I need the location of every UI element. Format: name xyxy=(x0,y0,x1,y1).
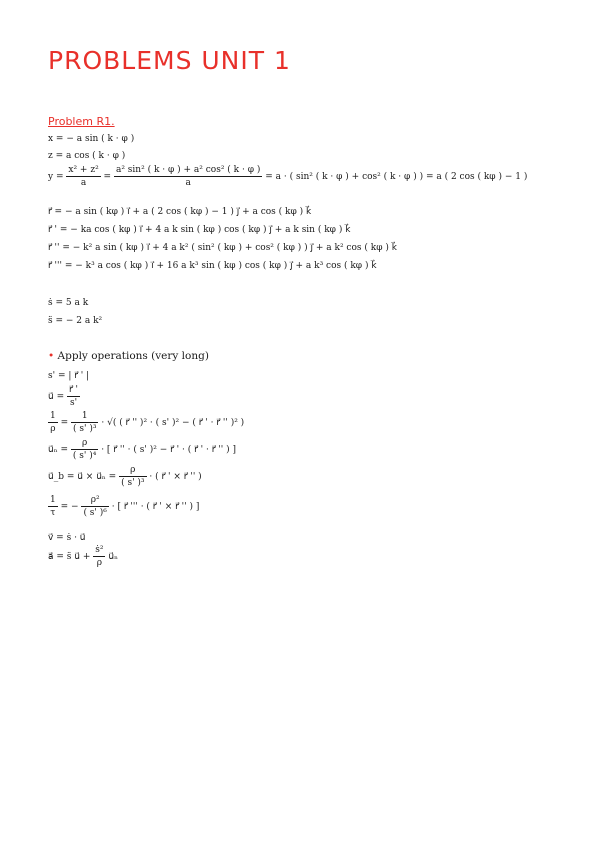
first-derivative: r⃗ ' = − ka cos ( kφ ) i⃗ + 4 a k sin ( kφ ) cos ( kφ ) j⃗ + a k sin ( kφ ) k⃗ xyxy=(48,225,351,235)
y-numerator-1: x² + z² xyxy=(68,165,99,175)
acceleration-vector-equation xyxy=(48,544,118,569)
n-lhs: u⃗ₙ = xyxy=(48,445,68,455)
u-numerator: r⃗ ' xyxy=(68,385,79,395)
y-lhs: y = xyxy=(48,172,64,182)
tau-denominator: τ xyxy=(50,508,56,518)
rho-denominator-2: ( s' )³ xyxy=(73,424,97,434)
b-fraction xyxy=(119,464,146,489)
y-denominator-2: a xyxy=(185,178,191,188)
bullet-icon: • xyxy=(48,350,55,362)
u-lhs: u⃗ = xyxy=(48,392,65,402)
speed-equation: ṡ = 5 a k xyxy=(48,298,89,308)
equation-y xyxy=(48,164,527,189)
y-denominator-1: a xyxy=(80,178,87,188)
page-title: PROBLEMS UNIT 1 xyxy=(48,46,291,75)
binormal-vector-equation xyxy=(48,464,202,489)
rho-fraction xyxy=(48,410,58,435)
n-numerator: ρ xyxy=(71,437,98,450)
acceleration-scalar-equation: s̈ = − 2 a k² xyxy=(48,316,103,326)
tau-rest: · [ r⃗ ''' · ( r⃗ ' × r⃗ '' ) ] xyxy=(111,502,200,512)
b-rest: · ( r⃗ ' × r⃗ '' ) xyxy=(149,472,202,482)
tau-equals: = − xyxy=(60,502,79,512)
tau-numerator: 1 xyxy=(50,495,56,505)
section-heading xyxy=(48,350,209,362)
a-rest: u⃗ₙ xyxy=(108,552,118,562)
y-rest: = a · ( sin² ( k · φ ) + cos² ( k · φ ) ) = a ( 2 cos ( kφ ) − 1 ) xyxy=(265,172,528,182)
rho-rest: · √( ( r⃗ '' )² · ( s' )² − ( r⃗ ' · r⃗ '' )² ) xyxy=(101,418,245,428)
velocity-equation: v⃗ = ṡ · u⃗ xyxy=(48,533,86,543)
equation-z: z = a cos ( k · φ ) xyxy=(48,151,126,161)
b-lhs: u⃗_b = u⃗ × u⃗ₙ = xyxy=(48,472,117,482)
tau-denominator-2: ( s' )⁶ xyxy=(83,508,107,518)
normal-vector-equation xyxy=(48,437,236,462)
u-denominator: s' xyxy=(69,398,78,408)
y-equals: = xyxy=(103,172,112,182)
curvature-equation xyxy=(48,410,244,435)
tangent-vector-equation xyxy=(48,384,80,409)
rho-numerator-2: 1 xyxy=(71,410,98,423)
n-rest: · [ r⃗ '' · ( s' )² − r⃗ ' · ( r⃗ ' · r⃗ '' ) ] xyxy=(101,445,236,455)
a-numerator: ṡ² xyxy=(95,545,104,555)
problem-heading: Problem R1. xyxy=(48,115,115,128)
y-fraction-2 xyxy=(114,164,262,189)
rho-numerator: 1 xyxy=(50,411,56,421)
s-prime-equation: s' = | r⃗ ' | xyxy=(48,371,90,381)
rho-denominator: ρ xyxy=(50,424,56,434)
u-fraction xyxy=(67,384,80,409)
b-denominator: ( s' )³ xyxy=(121,478,145,488)
b-numerator: ρ xyxy=(119,464,146,477)
a-lhs: a⃗ = s̈ u⃗ + xyxy=(48,552,91,562)
second-derivative: r⃗ '' = − k² a sin ( kφ ) i⃗ + 4 a k² ( sin² ( kφ ) + cos² ( kφ ) ) j⃗ + a k² cos ( kφ ) k⃗ xyxy=(48,243,397,253)
equation-x: x = − a sin ( k · φ ) xyxy=(48,134,135,144)
n-fraction xyxy=(71,437,98,462)
position-vector: r⃗ = − a sin ( kφ ) i⃗ + a ( 2 cos ( kφ ) − 1 ) j⃗ + a cos ( kφ ) k⃗ xyxy=(48,207,312,217)
n-denominator: ( s' )⁴ xyxy=(72,451,97,461)
third-derivative: r⃗ ''' = − k³ a cos ( kφ ) i⃗ + 16 a k³ sin ( kφ ) cos ( kφ ) j⃗ + a k³ cos ( kφ ) k⃗ xyxy=(48,261,377,271)
tau-fraction xyxy=(48,494,58,519)
tau-numerator-2: ρ² xyxy=(81,494,108,507)
tau-fraction-2 xyxy=(81,494,108,519)
rho-fraction-2 xyxy=(71,410,98,435)
rho-equals: = xyxy=(60,418,69,428)
a-denominator: ρ xyxy=(96,558,103,568)
y-numerator-2: a² sin² ( k · φ ) + a² cos² ( k · φ ) xyxy=(115,165,261,175)
section-label: Apply operations (very long) xyxy=(57,350,209,362)
torsion-equation xyxy=(48,494,199,519)
a-fraction xyxy=(93,544,105,569)
y-fraction-1 xyxy=(66,164,100,189)
